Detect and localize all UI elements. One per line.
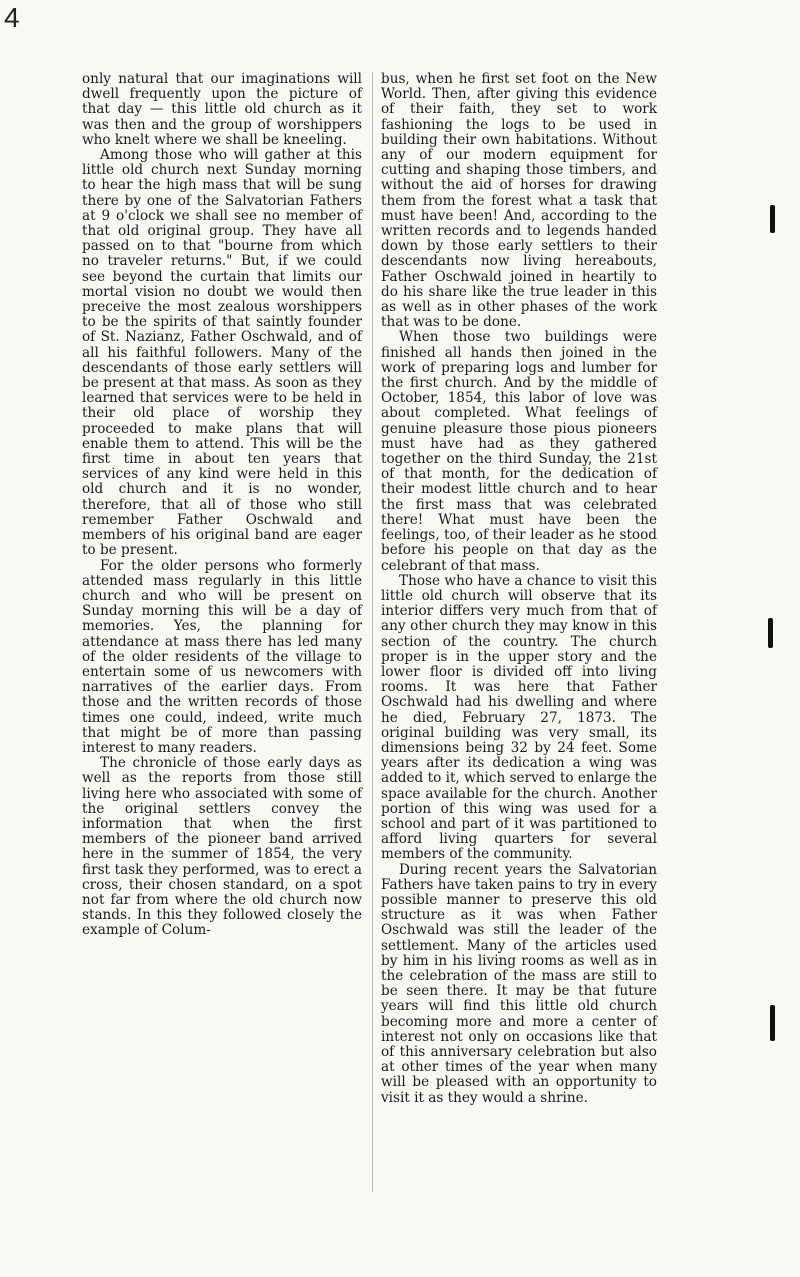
paragraph: The chronicle of those early days as well as the reports from those still living here who associated with some of the original settlers convey the information that when the first members of the pioneer band arrived here in the summer of 1854, the very first task they performed, was to erect a cross, their chosen standard, on a spot not far from where the old church now stands. In this they followed closely the example of Colum- (82, 755, 362, 939)
column-divider (372, 72, 373, 1192)
paragraph: For the older persons who formerly attended mass regularly in this little church and who will be present on Sunday morning this will be a day of memories. Yes, the planning for attendance at mass there has led many of the older residents of the village to entertain some of us newcomers with narratives of the earlier days. From those and the written records of those times one could, indeed, write much that might be of more than passing interest to many readers. (82, 557, 362, 756)
article-column-right (381, 72, 657, 1106)
paragraph: Those who have a chance to visit this little old church will observe that its interior differs very much from that of any other church they may know in this section of the country. The church proper is in the upper story and the lower floor is divided off into living rooms. It was here that Father Oschwald had his dwelling and where he died, February 27, 1873. The original building was very small, its dimensions being 32 by 24 feet. Some years after its dedication a wing was added to it, which served to enlarge the space available for the church. Another portion of this wing was used for a school and part of it was partitioned to afford living quarters for several members of the community. (381, 572, 657, 863)
binding-hole-mark (768, 618, 773, 648)
article-column-left (82, 72, 362, 939)
binding-hole-mark (770, 205, 775, 233)
page-number: 4 (4, 2, 20, 33)
paragraph: During recent years the Salvatorian Fathers have taken pains to try in every possible manner to preserve this old structure as it was when Father Oschwald was still the leader of the settlement. Many of the articles used by him in his living rooms as well as in the celebration of the mass are still to be seen there. It may be that future years will find this little old church becoming more and more a center of interest not only on occasions like that of this anniversary celebration but also at other times of the year when many will be pleased with an opportunity to visit it as they would a shrine. (381, 861, 657, 1106)
paragraph: Among those who will gather at this little old church next Sunday morning to hear the high mass that will be sung there by one of the Salvatorian Fathers at 9 o'clock we shall see no member of that old original group. They have all passed on to that "bourne from which no traveler returns." But, if we could see beyond the curtain that limits our mortal vision no doubt we would then preceive the most zealous worshippers to be the spirits of that saintly founder of St. Nazianz, Father Oschwald, and of all his faithful followers. Many of the descendants of those early settlers will be present at that mass. As soon as they learned that services were to be held in their old place of worship they proceeded to make plans that will enable them to attend. This will be the first time in about ten years that services of any kind were held in this old church and it is no wonder, therefore, that all of those who still remember Father Oschwald and members of his original band are eager to be present. (82, 147, 362, 559)
paragraph: When those two buildings were finished all hands then joined in the work of preparing logs and lumber for the first church. And by the middle of October, 1854, this labor of love was about completed. What feelings of genuine pleasure those pious pioneers must have had as they gathered together on the third Sunday, the 21st of that month, for the dedication of their modest little church and to hear the first mass that was celebrated there! What must have been the feelings, too, of their leader as he stood before his people on that day as the celebrant of that mass. (381, 329, 657, 574)
paragraph: only natural that our imaginations will dwell frequently upon the picture of that day — this little old church as it was then and the group of worshippers who knelt where we shall be kneeling. (82, 71, 362, 148)
binding-hole-mark (770, 1005, 775, 1041)
paragraph: bus, when he first set foot on the New World. Then, after giving this evidence of their faith, they set to work fashioning the logs to be used in building their own habitations. Without any of our modern equipment for cutting and shaping those timbers, and without the aid of horses for drawing them from the forest what a task that must have been! And, according to the written records and to legends handed down by those early settlers to their descendants now living hereabouts, Father Oschwald joined in heartily to do his share like the true leader in this as well as in other phases of the work that was to be done. (381, 71, 657, 331)
